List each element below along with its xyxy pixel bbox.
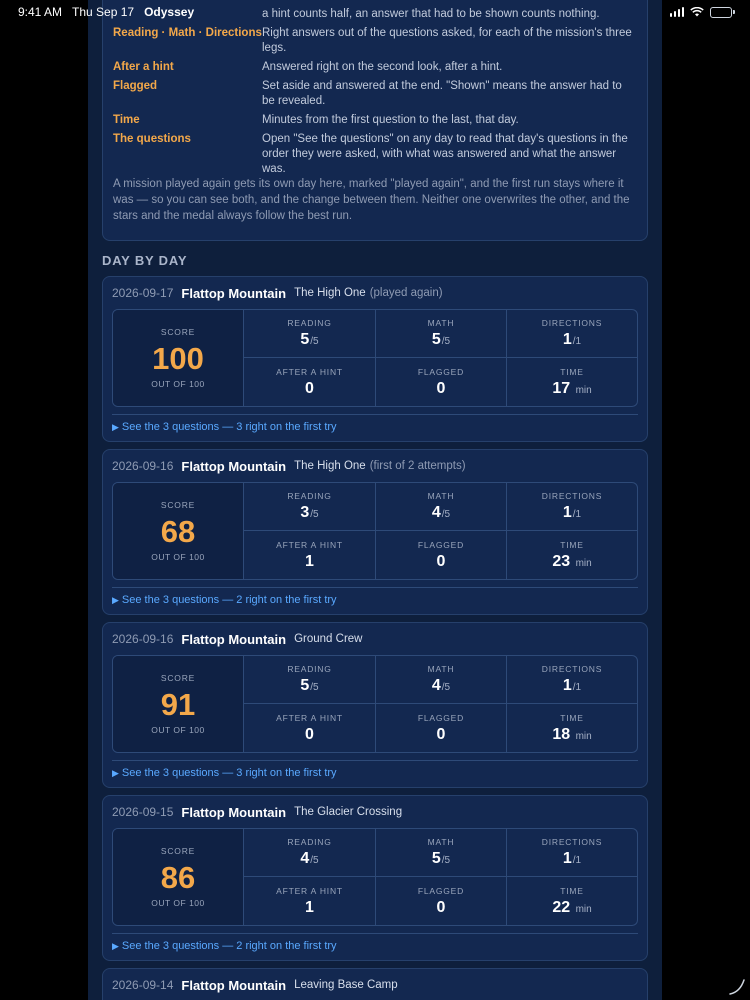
stat-directions: DIRECTIONS 1/1 [506, 483, 637, 531]
day-date: 2026-09-16 [112, 459, 174, 473]
day-date: 2026-09-16 [112, 632, 174, 646]
stat-after-hint: AFTER A HINT 1 [276, 885, 343, 916]
stat-math: MATH 5/5 [375, 310, 506, 358]
see-questions-link[interactable]: ▶ See the 3 questions — 3 right on the first try [112, 414, 638, 433]
stat-reading: READING 3/5 [244, 483, 375, 531]
stat-directions: DIRECTIONS 1/1 [506, 829, 637, 877]
day-mission: Leaving Base Camp [294, 979, 398, 991]
legend-row-questions [113, 132, 637, 177]
legend-term: Flagged [113, 80, 158, 92]
stat-flagged: FLAGGED 0 [375, 358, 506, 406]
stat-after-hint: AFTER A HINT 1 [276, 539, 343, 570]
score-box: SCORE 86 OUT OF 100 [113, 829, 244, 925]
legend-term: Reading · Math · Directions [113, 27, 262, 39]
day-header [112, 623, 638, 655]
day-card [102, 968, 648, 1000]
day-mountain: Flattop Mountain [181, 285, 287, 301]
stat-directions: DIRECTIONS 1/1 [506, 310, 637, 358]
legend-intro: a hint counts half, an answer that had to be shown counts nothing. [262, 8, 600, 20]
status-app-name: Odyssey [144, 5, 195, 19]
legend-definition: Open "See the questions" on any day to read that day's questions in the order they were asked, with what was answered and what the answer was. [262, 133, 628, 175]
legend-row-flagged [113, 79, 637, 109]
stat-flagged: FLAGGED 0 [375, 704, 506, 752]
stat-reading: READING 5/5 [244, 656, 375, 704]
status-date: Thu Sep 17 [72, 5, 135, 19]
legend-definition: Answered right on the second look, after a hint. [262, 61, 503, 73]
day-stats-grid [112, 309, 638, 407]
score-value: 91 [160, 687, 196, 722]
stat-after-hint: AFTER A HINT 0 [276, 712, 343, 743]
day-mountain: Flattop Mountain [181, 458, 287, 474]
stat-after-hint: AFTER A HINT 0 [276, 366, 343, 397]
day-header [112, 277, 638, 309]
day-mission: Ground Crew [294, 633, 363, 645]
day-stats-grid [112, 828, 638, 926]
day-mission: The High One [294, 460, 366, 472]
legend-term: After a hint [113, 61, 174, 73]
score-box: SCORE 100 OUT OF 100 [113, 310, 244, 406]
cellular-signal-icon [670, 7, 685, 17]
day-header [112, 969, 638, 1000]
day-date: 2026-09-15 [112, 805, 174, 819]
day-mountain: Flattop Mountain [181, 631, 287, 647]
day-date: 2026-09-14 [112, 978, 174, 992]
day-card [102, 622, 648, 788]
legend-definition: Minutes from the first question to the last, that day. [262, 114, 519, 126]
legend-row-time [113, 113, 637, 128]
stat-flagged: FLAGGED 0 [375, 877, 506, 925]
day-note: (played again) [369, 287, 443, 299]
battery-icon [710, 7, 732, 18]
day-mission: The Glacier Crossing [294, 806, 403, 818]
see-questions-link[interactable]: ▶ See the 3 questions — 3 right on the first try [112, 760, 638, 779]
home-indicator-corner-icon [728, 978, 746, 996]
status-time: 9:41 AM [18, 5, 63, 19]
legend-row-after-hint [113, 60, 637, 75]
day-mission: The High One [294, 287, 366, 299]
status-bar [0, 0, 750, 24]
legend-term: The questions [113, 133, 191, 145]
stat-math: MATH 4/5 [375, 483, 506, 531]
stat-directions: DIRECTIONS 1/1 [506, 656, 637, 704]
legend-definition: Right answers out of the questions asked, for each of the mission's three legs. [262, 27, 632, 54]
disclosure-triangle-icon: ▶ [112, 768, 119, 778]
disclosure-triangle-icon: ▶ [112, 595, 119, 605]
disclosure-triangle-icon: ▶ [112, 422, 119, 432]
score-box: SCORE 91 OUT OF 100 [113, 656, 244, 752]
disclosure-triangle-icon: ▶ [112, 941, 119, 951]
day-mountain: Flattop Mountain [181, 977, 287, 993]
stat-time: TIME 23 min [506, 531, 637, 579]
section-title: DAY BY DAY [102, 253, 188, 268]
stat-time: TIME 22 min [506, 877, 637, 925]
legend-row-legs [113, 26, 637, 56]
day-date: 2026-09-17 [112, 286, 174, 300]
day-header [112, 450, 638, 482]
score-value: 86 [160, 860, 196, 895]
day-stats-grid [112, 482, 638, 580]
score-value: 100 [152, 341, 204, 376]
stat-math: MATH 5/5 [375, 829, 506, 877]
legend-note: A mission played again gets its own day here, marked "played again", and the first run stays where it was — so you can see both, and the change between them. Neither one overwrites the other, and the stars and the medal always follow the best run. [113, 178, 630, 222]
stat-reading: READING 4/5 [244, 829, 375, 877]
score-box: SCORE 68 OUT OF 100 [113, 483, 244, 579]
wifi-icon [690, 7, 704, 17]
day-mountain: Flattop Mountain [181, 804, 287, 820]
stat-reading: READING 5/5 [244, 310, 375, 358]
stat-flagged: FLAGGED 0 [375, 531, 506, 579]
day-header [112, 796, 638, 828]
legend-card [102, 0, 648, 241]
stat-time: TIME 17 min [506, 358, 637, 406]
day-card [102, 795, 648, 961]
day-note: (first of 2 attempts) [369, 460, 466, 472]
legend-term: Time [113, 114, 140, 126]
stat-time: TIME 18 min [506, 704, 637, 752]
day-card [102, 449, 648, 615]
history-page [88, 0, 662, 1000]
see-questions-link[interactable]: ▶ See the 3 questions — 2 right on the first try [112, 933, 638, 952]
day-card [102, 276, 648, 442]
stat-math: MATH 4/5 [375, 656, 506, 704]
legend-definition: Set aside and answered at the end. "Shown" means the answer had to be revealed. [262, 80, 622, 107]
score-value: 68 [160, 514, 196, 549]
day-stats-grid [112, 655, 638, 753]
see-questions-link[interactable]: ▶ See the 3 questions — 2 right on the first try [112, 587, 638, 606]
